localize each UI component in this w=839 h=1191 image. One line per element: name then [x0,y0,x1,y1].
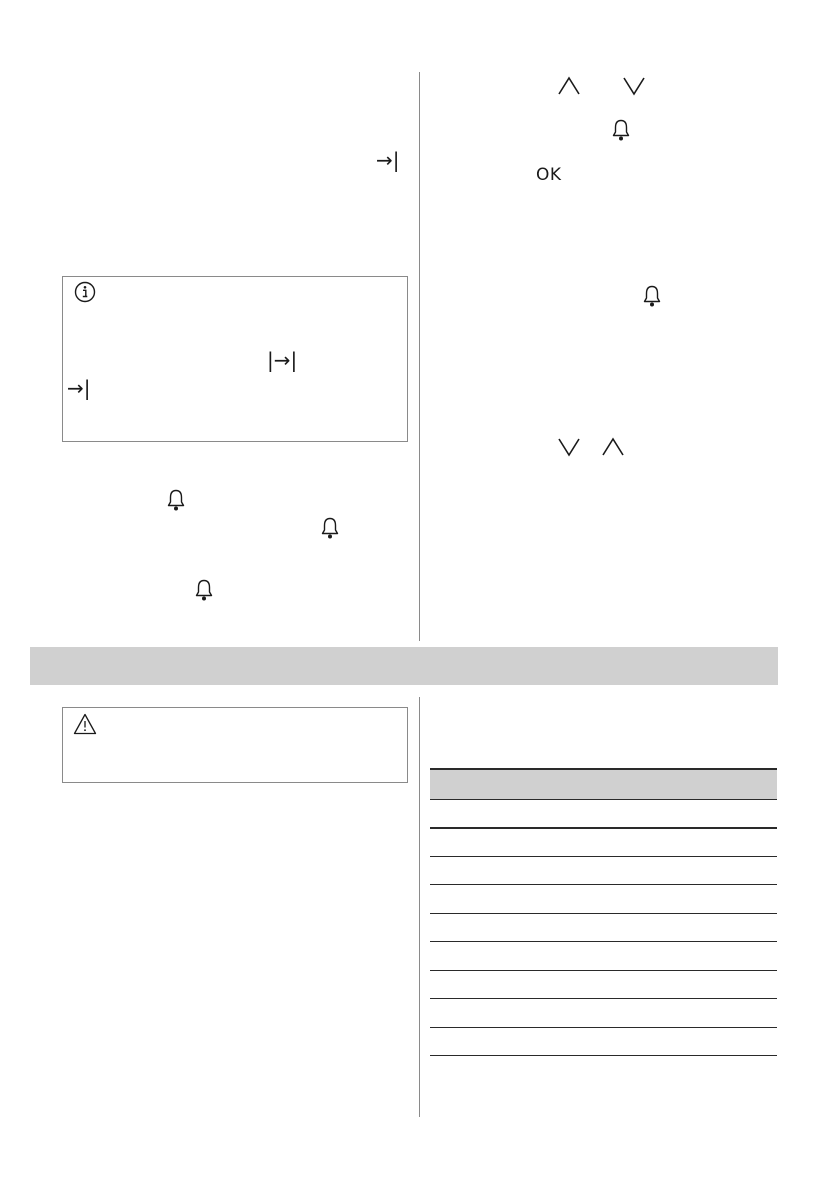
ok-button-label: OK [536,165,562,185]
table-row-rule [430,1027,777,1028]
bell-icon [320,516,340,540]
column-divider-top [419,72,420,641]
table-header-row [430,770,777,799]
table-bottom-rule [430,1055,777,1056]
bar-forward-arrow-icon: |→| [267,348,298,372]
warning-note-box [62,707,408,783]
table-header-rule [430,799,777,800]
info-note-box [62,276,408,442]
table-row-rule [430,970,777,971]
table-row-rule [430,884,777,885]
warning-icon [73,713,97,735]
chevron-down-icon [557,437,581,457]
forward-arrow-icon: →| [376,148,400,172]
table-row-rule [430,856,777,857]
chevron-up-icon [557,76,581,96]
chevron-up-icon [601,437,625,457]
table-row-rule [430,913,777,914]
chevron-down-icon [622,76,646,96]
bell-icon [611,118,631,142]
table-row-rule [430,941,777,942]
bell-icon [166,488,186,512]
table-row-rule [430,998,777,999]
column-divider-bottom [419,697,420,1117]
table-row-rule [430,827,777,829]
info-icon [74,281,96,303]
section-heading-band [30,647,778,685]
bell-icon [194,578,214,602]
bell-icon [642,284,662,308]
forward-arrow-icon-note: →| [67,376,91,400]
